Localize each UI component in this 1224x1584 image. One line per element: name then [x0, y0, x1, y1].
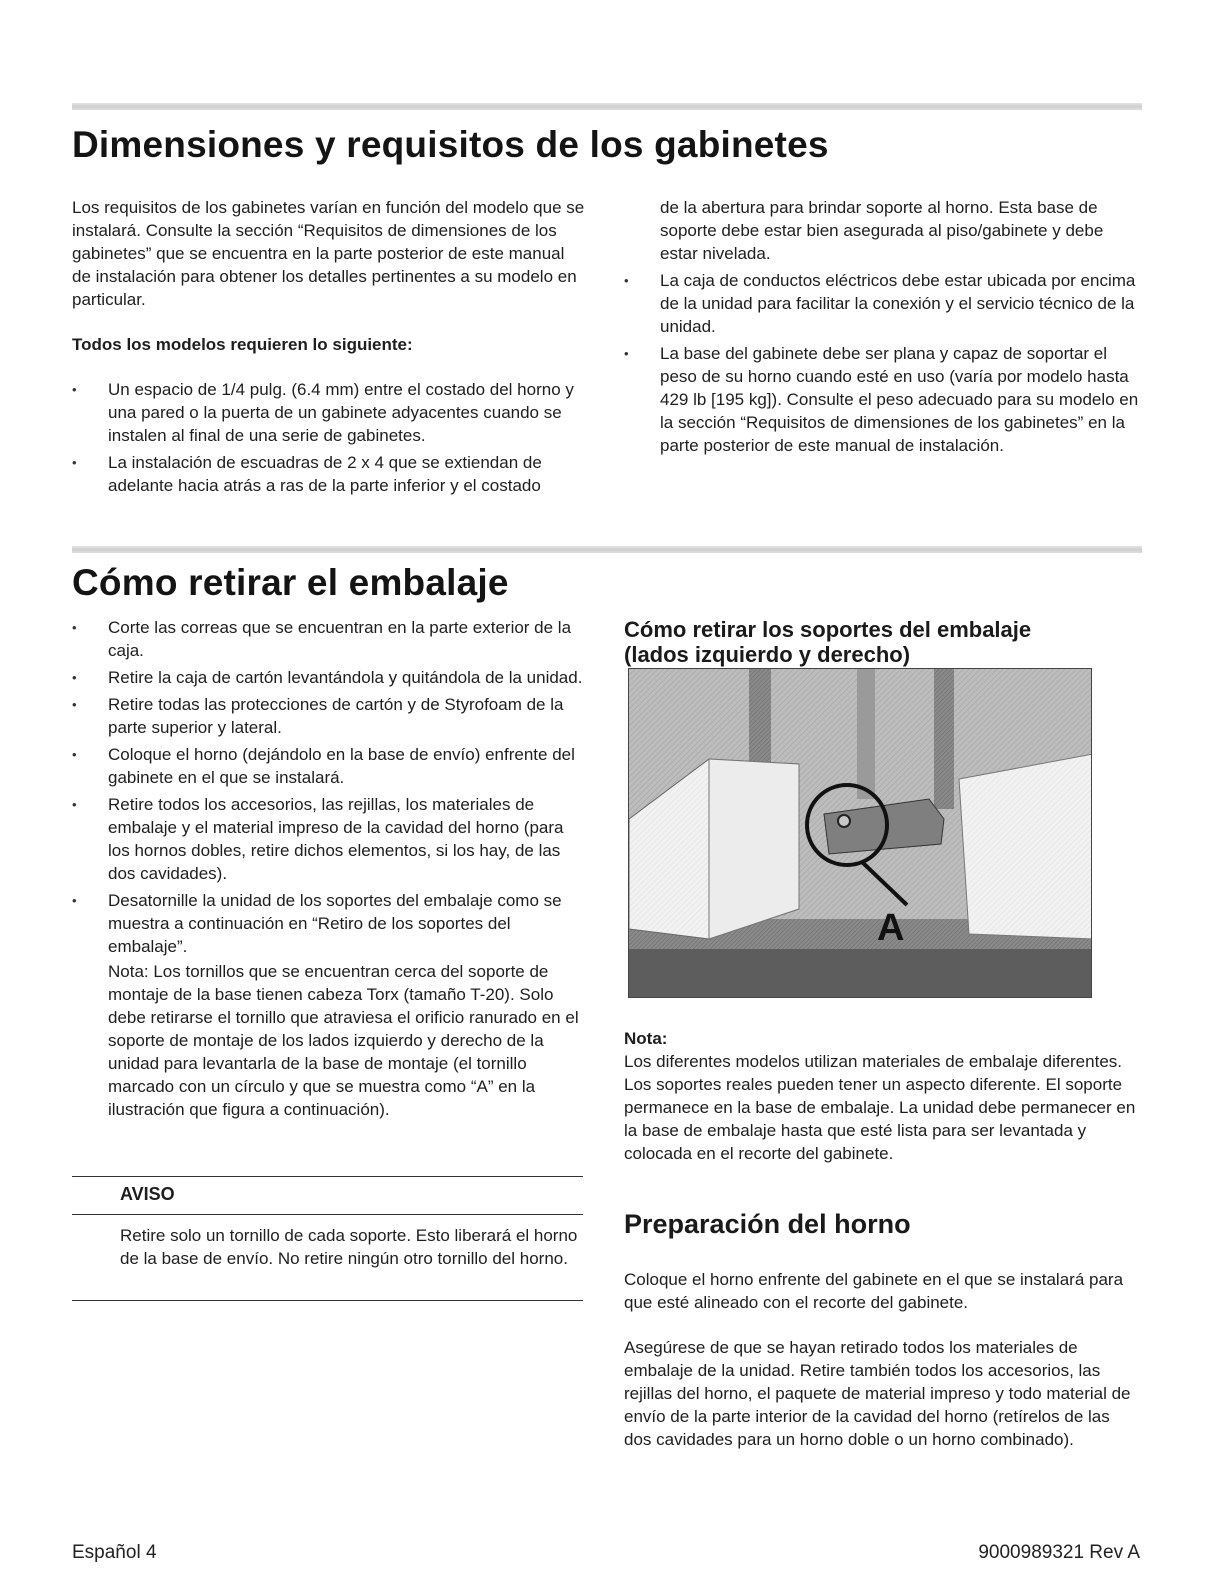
list-item: • Coloque el horno (dejándolo en la base de envío) enfrente del gabinete en el que se instalará.: [72, 743, 587, 789]
requirements-list-continued: [624, 269, 1144, 457]
section-divider: [72, 103, 1142, 110]
warning-title: AVISO: [120, 1184, 175, 1204]
prep-heading: Preparación del horno: [624, 1209, 911, 1239]
section1-right-column: [624, 196, 1144, 461]
section-title-unpacking: Cómo retirar el embalaje: [72, 562, 509, 603]
list-item: • La caja de conductos eléctricos debe estar ubicada por encima de la unidad para facilitar la conexión y el servicio técnico de la unidad.: [624, 269, 1144, 338]
list-item: • La base del gabinete debe ser plana y capaz de soportar el peso de su horno cuando esté en uso (varía por modelo hasta 429 lb [195 kg]). Consulte el peso adecuado para su modelo en la sección “Requisitos de dimensiones de los gabinetes” en la parte posterior de este manual de instalación.: [624, 342, 1144, 457]
prep-paragraph-1: Coloque el horno enfrente del gabinete en el que se instalará para que esté alineado con el recorte del gabinete.: [624, 1270, 1124, 1312]
unpacking-steps: [72, 616, 587, 958]
list-item: • Retire la caja de cartón levantándola y quitándola de la unidad.: [72, 666, 587, 689]
warning-mid-rule: [72, 1214, 583, 1215]
section-title-cabinet: Dimensiones y requisitos de los gabinetes: [72, 124, 829, 165]
screw-note: Nota: Los tornillos que se encuentran cerca del soporte de montaje de la base tienen cabeza Torx (tamaño T-20). Solo debe retirarse el tornillo que atraviesa el orificio ranurado en el soporte de montaje de los lados izquierdo y derecho de la unidad para levantarla de la base de montaje (el tornillo marcado con un círculo y que se muestra como “A” en la ilustración que figura a continuación).: [108, 962, 579, 1119]
intro-paragraph: Los requisitos de los gabinetes varían en función del modelo que se instalará. Consulte la sección “Requisitos de dimensiones de los gabinetes” que se encuentra en la parte posterior de este manual de instalación para obtener los detalles pertinentes a su modelo en particular.: [72, 198, 585, 309]
warning-text: Retire solo un tornillo de cada soporte. Esto liberará el horno de la base de envío. No retire ningún otro tornillo del horno.: [120, 1226, 578, 1268]
bracket-heading: Cómo retirar los soportes del embalaje (lados izquierdo y derecho): [624, 617, 1032, 667]
list-item: • Corte las correas que se encuentran en la parte exterior de la caja.: [72, 616, 587, 662]
list-item: • La instalación de escuadras de 2 x 4 que se extiendan de adelante hacia atrás a ras de la parte inferior y el costado: [72, 451, 587, 497]
figure-callout-label: A: [877, 907, 905, 949]
prep-paragraph-2: Asegúrese de que se hayan retirado todos los materiales de embalaje de la unidad. Retire también todos los accesorios, las rejillas del horno, el paquete de material impreso y todo material de envío de la parte interior de la cavidad del horno (retírelos de las dos cavidades para un horno doble o un horno combinado).: [624, 1338, 1131, 1449]
warning-bottom-rule: [72, 1300, 583, 1301]
warning-top-rule: [72, 1176, 583, 1177]
unpacking-left-column: [72, 616, 587, 1121]
note-text: Los diferentes modelos utilizan materiales de embalaje diferentes. Los soportes reales pueden tener un aspecto diferente. El soporte permanece en la base de embalaje. La unidad debe permanecer en la base de embalaje hasta que esté lista para ser levantada y colocada en el recorte del gabinete.: [624, 1052, 1136, 1163]
requirements-list: [72, 378, 587, 497]
section1-left-column: [72, 196, 587, 501]
bracket-note: [624, 1027, 1136, 1165]
section-divider: [72, 546, 1142, 553]
list-item: • Desatornille la unidad de los soportes del embalaje como se muestra a continuación en “Retiro de los soportes del embalaje”.: [72, 889, 587, 958]
prep-body: [624, 1268, 1136, 1451]
page-number: Español 4: [72, 1542, 157, 1563]
continuation-paragraph: de la abertura para brindar soporte al horno. Esta base de soporte debe estar bien asegurada al piso/gabinete y debe estar nivelada.: [660, 198, 1104, 263]
document-number: 9000989321 Rev A: [978, 1542, 1140, 1563]
bracket-drawing: [629, 669, 1092, 998]
bracket-illustration: [628, 668, 1092, 998]
list-item: • Retire todas las protecciones de cartón y de Styrofoam de la parte superior y lateral.: [72, 693, 587, 739]
list-item: • Retire todos los accesorios, las rejillas, los materiales de embalaje y el material impreso de la cavidad del horno (para los hornos dobles, retire dichos elementos, si los hay, de las dos cavidades).: [72, 793, 587, 885]
note-title: Nota:: [624, 1029, 668, 1048]
list-item: • Un espacio de 1/4 pulg. (6.4 mm) entre el costado del horno y una pared o la puerta de un gabinete adyacentes cuando se instalen al final de una serie de gabinetes.: [72, 378, 587, 447]
requirements-subhead: Todos los modelos requieren lo siguiente:: [72, 335, 413, 354]
